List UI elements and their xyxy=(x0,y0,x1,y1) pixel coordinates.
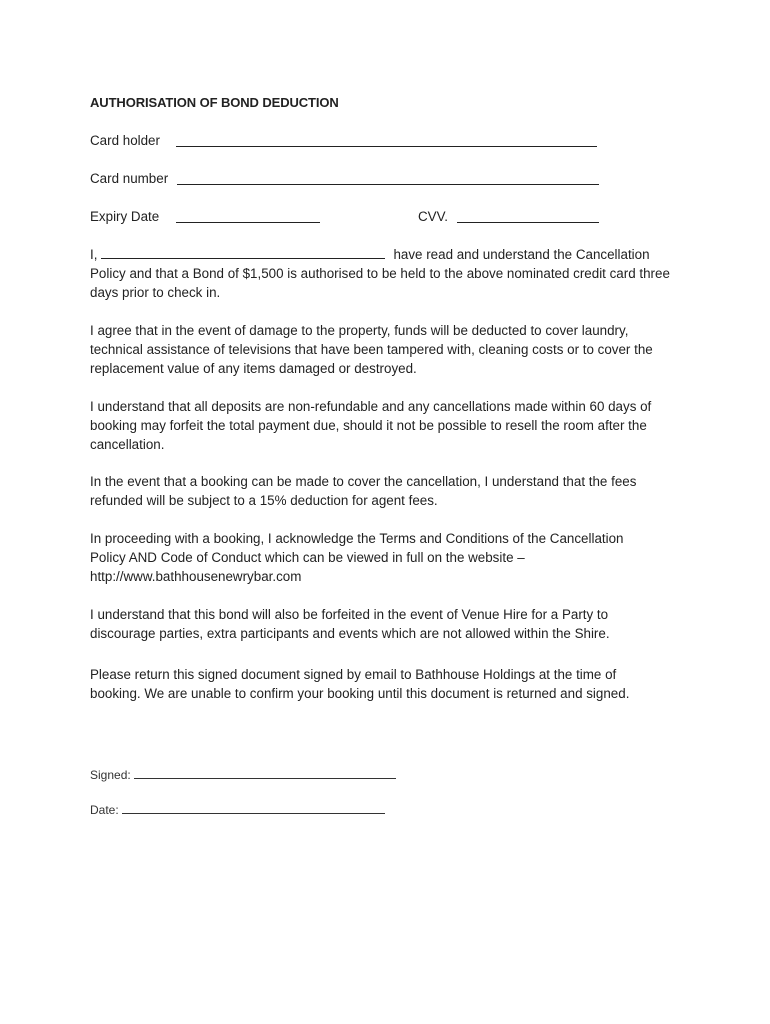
venue-hire-paragraph: I understand that this bond will also be forfeited in the event of Venue Hire for a Party to discourage parties, extra participants and events which are not allowed within the Shire. xyxy=(90,607,610,641)
date-field[interactable] xyxy=(122,802,385,814)
cvv-label: CVV. xyxy=(418,209,449,224)
date-row xyxy=(90,801,385,820)
card-number-field[interactable] xyxy=(177,184,599,185)
document-title: AUTHORISATION OF BOND DEDUCTION xyxy=(90,95,339,110)
date-label: Date: xyxy=(90,803,119,817)
expiry-date-label: Expiry Date xyxy=(90,209,160,224)
authorisation-paragraph xyxy=(90,245,675,302)
card-holder-field[interactable] xyxy=(176,146,597,147)
signed-row xyxy=(90,766,396,785)
card-holder-label: Card holder xyxy=(90,133,160,148)
terms-paragraph: In proceeding with a booking, I acknowledge the Terms and Conditions of the Cancellation Policy AND Code of Conduct which can be viewed in full on the website – http://www.bathhousenewrybar.com xyxy=(90,531,624,584)
authorisation-prefix: I, xyxy=(90,247,98,262)
card-number-label: Card number xyxy=(90,171,169,186)
signature-field[interactable] xyxy=(134,767,396,779)
signed-label: Signed: xyxy=(90,768,131,782)
cvv-field[interactable] xyxy=(457,222,599,223)
deposits-paragraph: I understand that all deposits are non-refundable and any cancellations made within 60 days of booking may forfeit the total payment due, should it not be possible to resell the room after the cancellation. xyxy=(90,399,652,452)
expiry-date-field[interactable] xyxy=(176,222,320,223)
name-blank-field[interactable] xyxy=(101,246,385,259)
return-document-paragraph: Please return this signed document signed by email to Bathhouse Holdings at the time of booking. We are unable to confirm your booking until this document is returned and signed. xyxy=(90,667,630,701)
damage-paragraph: I agree that in the event of damage to the property, funds will be deducted to cover laundry, technical assistance of televisions that have been tampered with, cleaning costs or to cover the replacement value of any items damaged or destroyed. xyxy=(90,323,653,376)
agent-fees-paragraph: In the event that a booking can be made to cover the cancellation, I understand that the fees refunded will be subject to a 15% deduction for agent fees. xyxy=(90,474,637,508)
authorisation-text: have read and understand the Cancellation Policy and that a Bond of $1,500 is authorised to be held to the above nominated credit card three days prior to check in. xyxy=(90,247,670,300)
